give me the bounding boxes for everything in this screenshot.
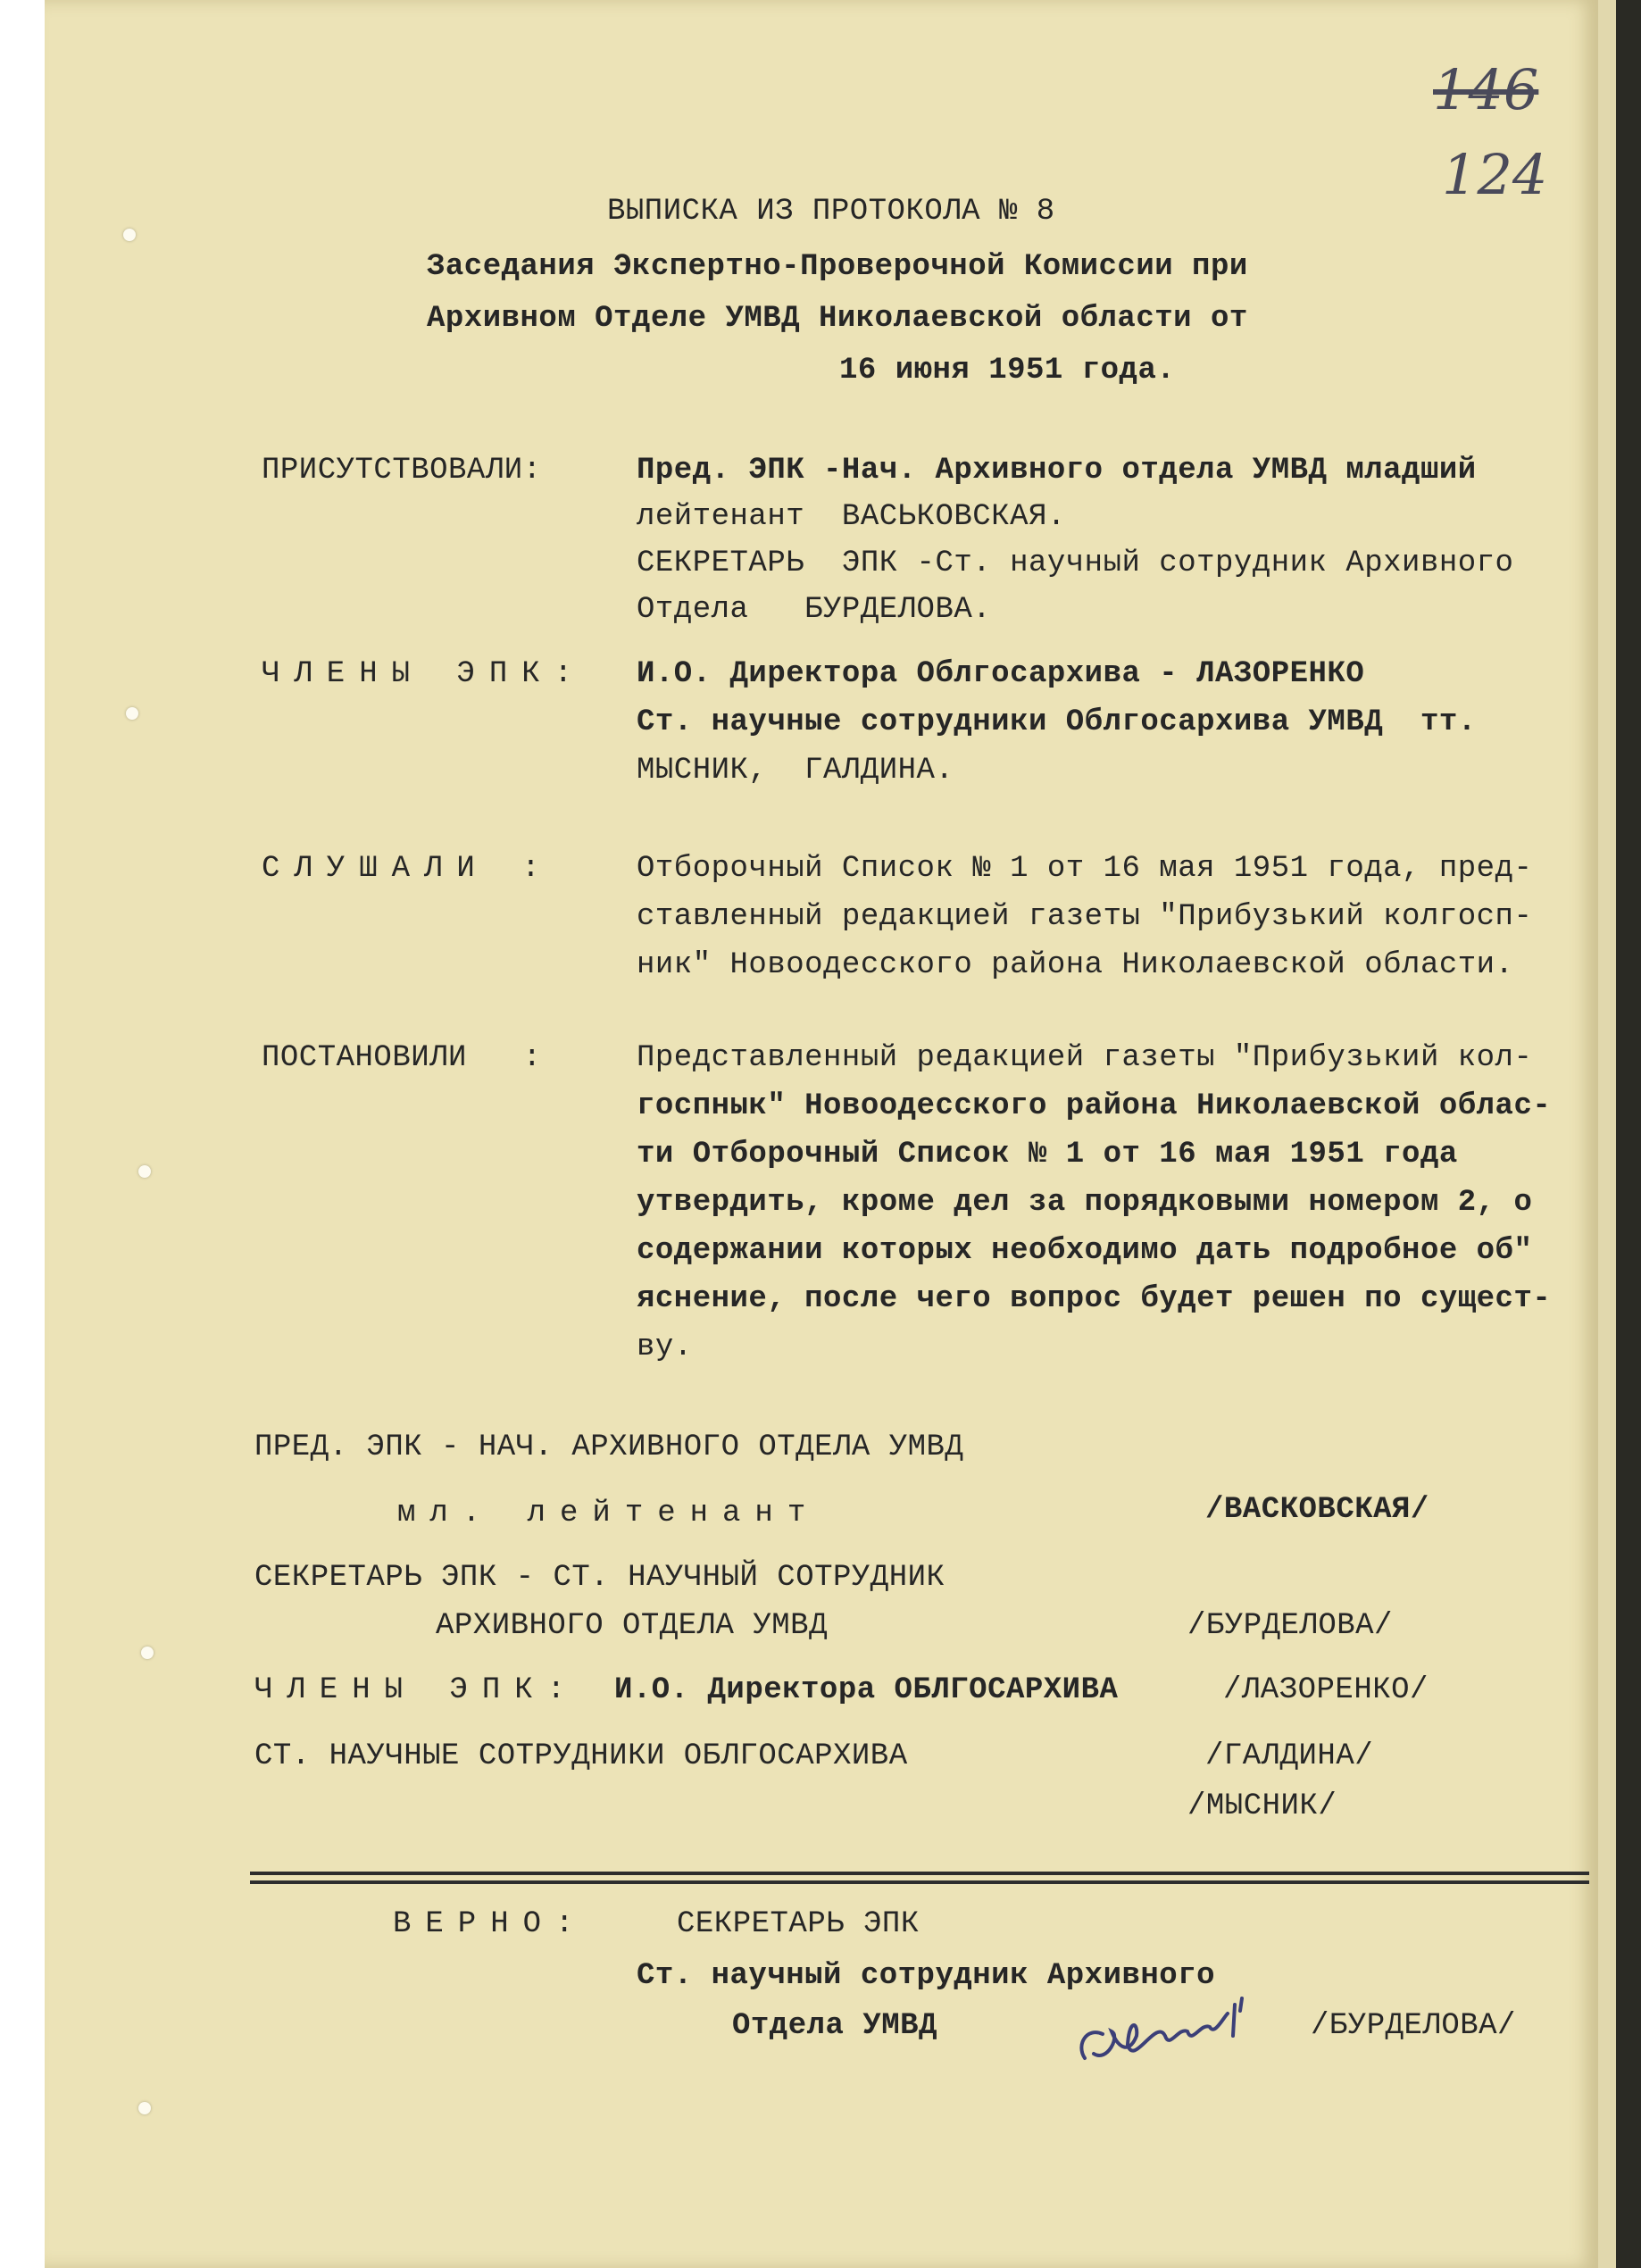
members-line: МЫСНИК, ГАЛДИНА. [637,754,954,788]
header-line-3: Архивном Отделе УМВД Николаевской области от [427,302,1248,336]
header-line-2: Заседания Экспертно-Проверочной Комиссии при [427,250,1248,284]
heard-label: СЛУШАЛИ : [262,852,554,886]
divider-line [250,1880,1589,1884]
chair-title: ПРЕД. ЭПК - НАЧ. АРХИВНОГО ОТДЕЛА УМВД [254,1430,964,1464]
header-date: 16 июня 1951 года. [839,354,1176,388]
decided-line: ти Отборочный Список № 1 от 16 мая 1951 года [637,1138,1458,1172]
archive-sheet-number: 124 [1442,142,1548,207]
divider-line [250,1872,1589,1875]
members-label: ЧЛЕНЫ ЭПК: [262,657,587,691]
heard-line: ник" Новоодесского района Николаевской области. [637,948,1514,982]
decided-line: госпнык" Новоодесского района Николаевской облас- [637,1089,1552,1123]
staff-sign-name-2: /МЫСНИК/ [1187,1789,1337,1823]
certified-dept: Отдела УМВД [732,2009,937,2043]
punch-hole [123,229,136,241]
members-sign-label: ЧЛЕНЫ ЭПК: [254,1673,580,1707]
members-sign-name: /ЛАЗОРЕНКО/ [1223,1673,1429,1707]
staff-sign-title: СТ. НАУЧНЫЕ СОТРУДНИКИ ОБЛГОСАРХИВА [254,1739,908,1773]
heard-line: Отборочный Список № 1 от 16 мая 1951 года, пред- [637,852,1533,886]
handwritten-signature [1067,1982,1281,2089]
members-line: Ст. научные сотрудники Облгосархива УМВД тт. [637,705,1477,739]
present-line: СЕКРЕТАРЬ ЭПК -Ст. научный сотрудник Архивного [637,546,1514,580]
members-sign-title: И.О. Директора ОБЛГОСАРХИВА [614,1673,1119,1707]
chair-name: /ВАСКОВСКАЯ/ [1205,1493,1429,1527]
secretary-dept: АРХИВНОГО ОТДЕЛА УМВД [436,1609,828,1643]
punch-hole [138,2102,151,2114]
decided-line: Представленный редакцией газеты "Прибузький кол- [637,1041,1533,1075]
present-label: ПРИСУТСТВОВАЛИ: [262,454,542,488]
certified-name: /БУРДЕЛОВА/ [1311,2009,1516,2043]
heard-line: ставленный редакцией газеты "Прибузький колгосп- [637,900,1533,934]
punch-hole [141,1647,154,1659]
decided-line: утвердить, кроме дел за порядковыми номером 2, о [637,1186,1533,1220]
decided-line: ву. [637,1330,693,1364]
archive-old-sheet-number: 146 [1433,57,1539,122]
present-line: Пред. ЭПК -Нач. Архивного отдела УМВД младший [637,454,1477,488]
paper-edge [1598,0,1616,2268]
secretary-title: СЕКРЕТАРЬ ЭПК - СТ. НАУЧНЫЙ СОТРУДНИК [254,1561,945,1595]
members-line: И.О. Директора Облгосархива - ЛАЗОРЕНКО [637,657,1365,691]
punch-hole [138,1165,151,1178]
secretary-name: /БУРДЕЛОВА/ [1187,1609,1393,1643]
decided-label: ПОСТАНОВИЛИ : [262,1041,542,1075]
certified-position: Ст. научный сотрудник Архивного [637,1959,1216,1993]
decided-line: содержании которых необходимо дать подробное об" [637,1234,1533,1268]
present-line: лейтенант ВАСЬКОВСКАЯ. [637,500,1066,534]
document-title: ВЫПИСКА ИЗ ПРОТОКОЛА № 8 [607,195,1055,229]
certified-label: ВЕРНО: [393,1907,588,1941]
present-line: Отдела БУРДЕЛОВА. [637,593,992,627]
chair-rank: мл. лейтенант [397,1497,820,1530]
binding-edge [1616,0,1641,2268]
staff-sign-name-1: /ГАЛДИНА/ [1205,1739,1374,1773]
punch-hole [126,707,138,720]
certified-role: СЕКРЕТАРЬ ЭПК [677,1907,920,1941]
decided-line: яснение, после чего вопрос будет решен по сущест- [637,1282,1552,1316]
